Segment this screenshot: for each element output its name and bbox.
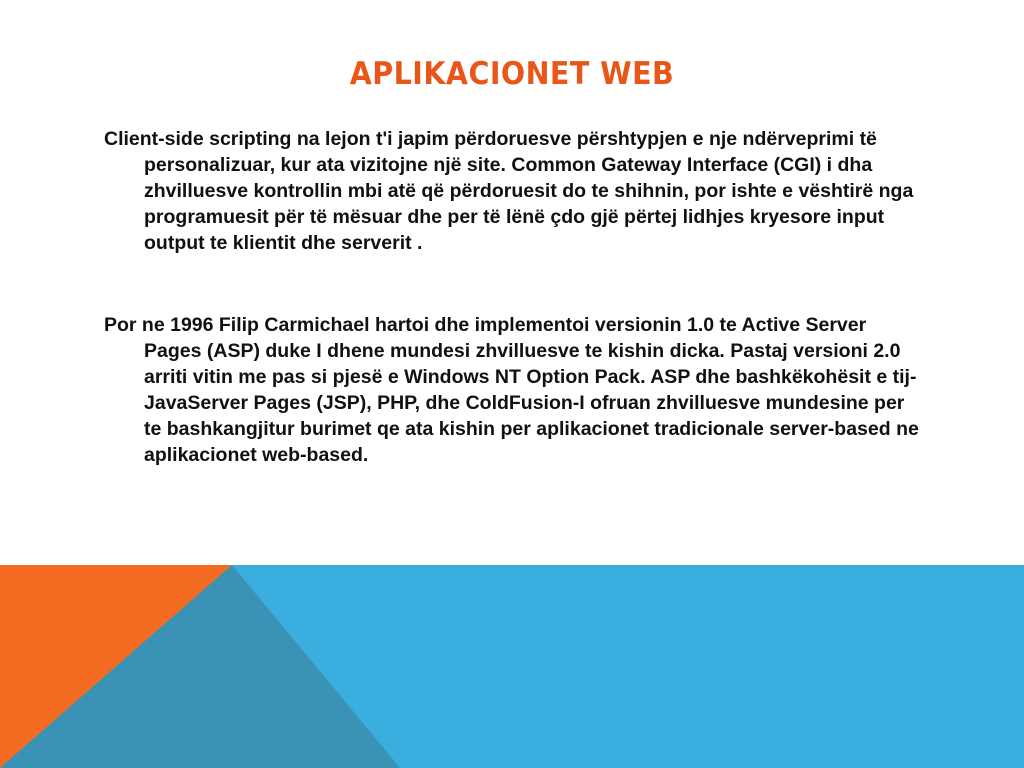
paragraph-asp-history: Por ne 1996 Filip Carmichael hartoi dhe implementoi versionin 1.0 te Active Server Pages (ASP) duke I dhene mundesi zhvilluesve te kishin dicka. Pastaj versioni 2.0 arriti vitin me pas si pjesë e Windows NT Option Pack. ASP dhe bashkëkohësit e tij-JavaServer Pages (JSP), PHP, dhe ColdFusion-I ofruan zhvilluesve mundesine per te bashkangjitur burimet qe ata kishin per aplikacionet tradicionale server-based ne aplikacionet web-based. xyxy=(104,314,919,466)
slide-body xyxy=(104,126,924,468)
decorative-footer xyxy=(0,565,1024,768)
paragraph-client-side: Client-side scripting na lejon t'i japim përdoruesve përshtypjen e nje ndërveprimi të personalizuar, kur ata vizitojne një site. Common Gateway Interface (CGI) i dha zhvilluesve kontrollin mbi atë që përdoruesit do te shihnin, por ishte e vështirë nga programuesit për të mësuar dhe per të lënë çdo gjë përtej lidhjes kryesore input output te klientit dhe serverit . xyxy=(104,128,914,254)
slide-title: APLIKACIONET WEB xyxy=(349,56,675,92)
footer-shapes xyxy=(0,565,1024,768)
